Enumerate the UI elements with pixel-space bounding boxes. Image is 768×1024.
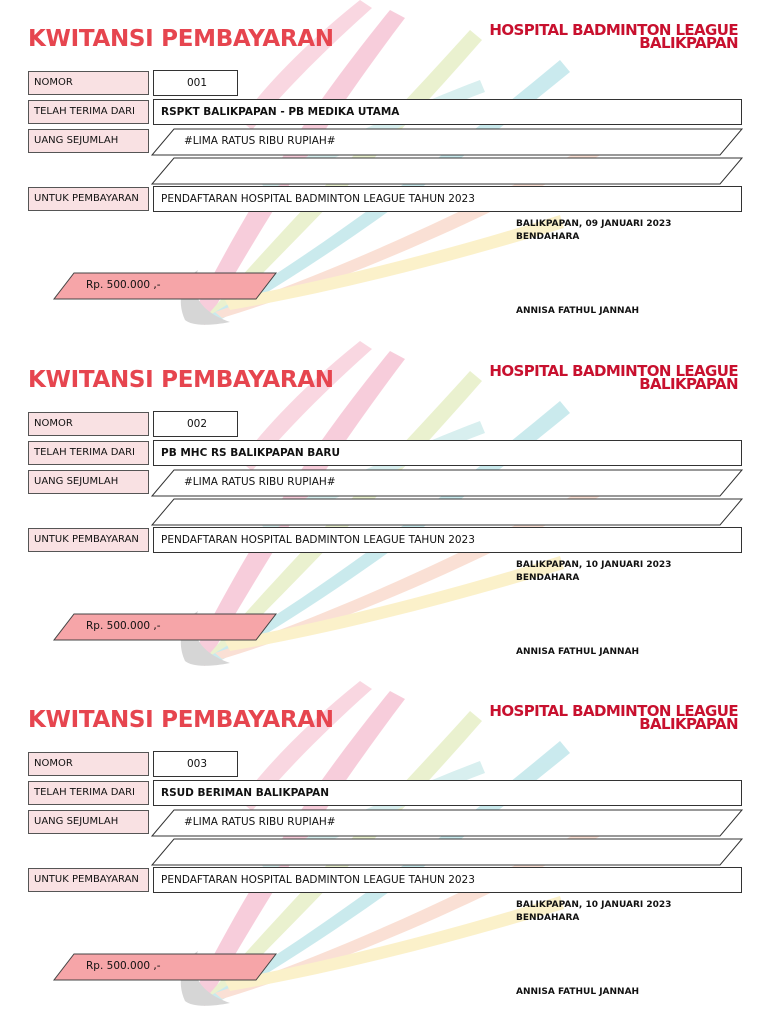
telah-terima-dari-label: TELAH TERIMA DARI	[28, 100, 149, 124]
organization-name	[489, 21, 738, 52]
uang-sejumlah-value: #LIMA RATUS RIBU RUPIAH#	[184, 476, 336, 488]
receipt-3	[0, 681, 768, 1021]
untuk-pembayaran-label: UNTUK PEMBAYARAN	[28, 187, 149, 211]
uang-sejumlah-extra-line	[150, 838, 744, 866]
uang-sejumlah-extra-line	[150, 157, 744, 185]
organization-name-line2: BALIKPAPAN	[639, 375, 738, 393]
nomor-label: NOMOR	[28, 412, 149, 436]
nomor-field: 003	[153, 751, 238, 777]
telah-terima-dari-field: RSPKT BALIKPAPAN - PB MEDIKA UTAMA	[153, 99, 742, 125]
receipt-1	[0, 0, 768, 340]
telah-terima-dari-label: TELAH TERIMA DARI	[28, 441, 149, 465]
nomor-field: 002	[153, 411, 238, 437]
signature-block	[516, 899, 671, 925]
bendahara-label: BENDAHARA	[516, 232, 580, 242]
receipt-title: KWITANSI PEMBAYARAN	[28, 26, 334, 52]
receipt-title: KWITANSI PEMBAYARAN	[28, 707, 334, 733]
nomor-label: NOMOR	[28, 752, 149, 776]
uang-sejumlah-value: #LIMA RATUS RIBU RUPIAH#	[184, 135, 336, 147]
nomor-field: 001	[153, 70, 238, 96]
telah-terima-dari-field: RSUD BERIMAN BALIKPAPAN	[153, 780, 742, 806]
uang-sejumlah-value: #LIMA RATUS RIBU RUPIAH#	[184, 816, 336, 828]
signer-name: ANNISA FATHUL JANNAH	[516, 987, 640, 997]
uang-sejumlah-extra-line	[150, 498, 744, 526]
untuk-pembayaran-field: PENDAFTARAN HOSPITAL BADMINTON LEAGUE TAHUN 2023	[153, 527, 742, 553]
uang-sejumlah-label: UANG SEJUMLAH	[28, 129, 149, 153]
telah-terima-dari-label: TELAH TERIMA DARI	[28, 781, 149, 805]
telah-terima-dari-field: PB MHC RS BALIKPAPAN BARU	[153, 440, 742, 466]
bendahara-label: BENDAHARA	[516, 913, 580, 923]
organization-name-line1: HOSPITAL BADMINTON LEAGUE	[489, 21, 738, 39]
bendahara-label: BENDAHARA	[516, 573, 580, 583]
amount-value: Rp. 500.000 ,-	[86, 960, 161, 972]
receipt-title: KWITANSI PEMBAYARAN	[28, 367, 334, 393]
organization-name	[489, 362, 738, 393]
organization-name-line1: HOSPITAL BADMINTON LEAGUE	[489, 702, 738, 720]
place-date: BALIKPAPAN, 10 JANUARI 2023	[516, 900, 672, 910]
untuk-pembayaran-label: UNTUK PEMBAYARAN	[28, 868, 149, 892]
signature-block	[516, 218, 671, 244]
organization-name-line1: HOSPITAL BADMINTON LEAGUE	[489, 362, 738, 380]
untuk-pembayaran-field: PENDAFTARAN HOSPITAL BADMINTON LEAGUE TAHUN 2023	[153, 186, 742, 212]
signature-block	[516, 559, 671, 585]
uang-sejumlah-label: UANG SEJUMLAH	[28, 810, 149, 834]
organization-name-line2: BALIKPAPAN	[639, 715, 738, 733]
amount-value: Rp. 500.000 ,-	[86, 279, 161, 291]
place-date: BALIKPAPAN, 10 JANUARI 2023	[516, 560, 672, 570]
organization-name	[489, 702, 738, 733]
receipt-2	[0, 341, 768, 681]
nomor-label: NOMOR	[28, 71, 149, 95]
amount-value: Rp. 500.000 ,-	[86, 620, 161, 632]
untuk-pembayaran-label: UNTUK PEMBAYARAN	[28, 528, 149, 552]
organization-name-line2: BALIKPAPAN	[639, 34, 738, 52]
untuk-pembayaran-field: PENDAFTARAN HOSPITAL BADMINTON LEAGUE TAHUN 2023	[153, 867, 742, 893]
uang-sejumlah-label: UANG SEJUMLAH	[28, 470, 149, 494]
signer-name: ANNISA FATHUL JANNAH	[516, 306, 640, 316]
signer-name: ANNISA FATHUL JANNAH	[516, 647, 640, 657]
place-date: BALIKPAPAN, 09 JANUARI 2023	[516, 219, 672, 229]
